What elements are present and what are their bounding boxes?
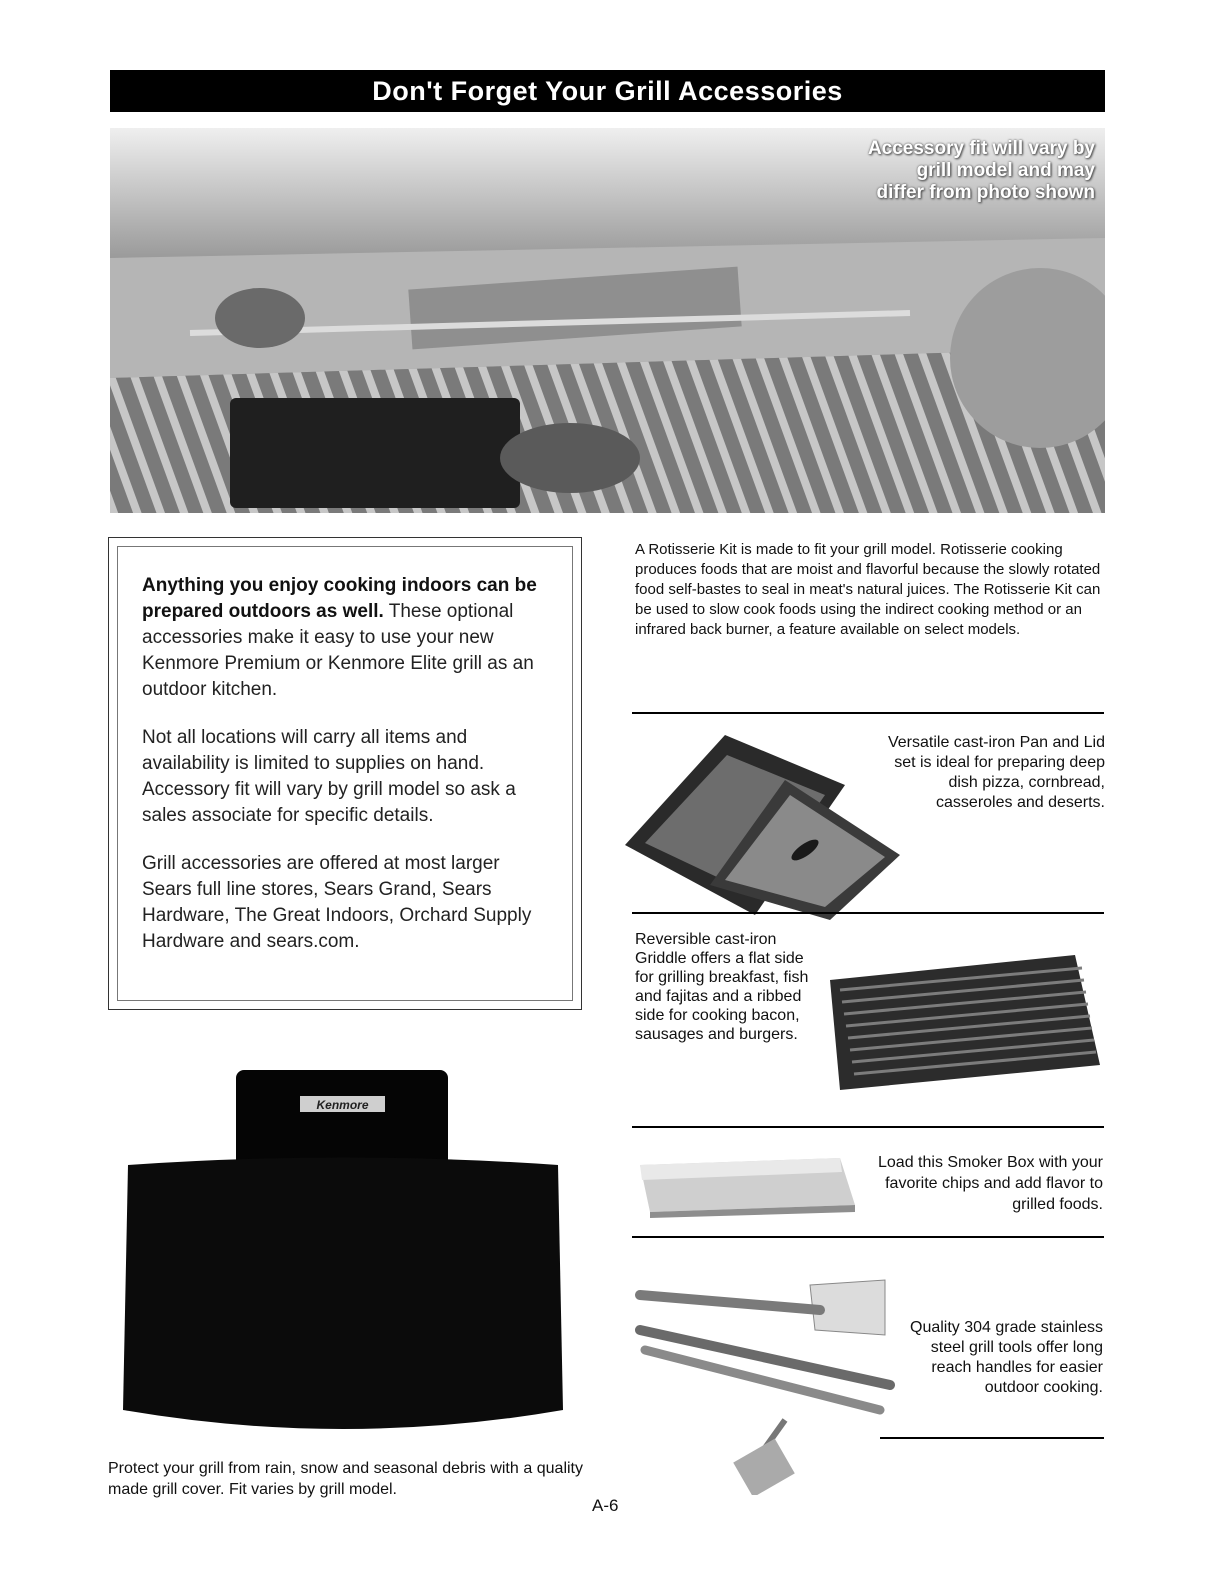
smoker-box-description: Load this Smoker Box with your favorite chips and add flavor to grilled foods.	[878, 1154, 1103, 1213]
availability-paragraph: Not all locations will carry all items and availability is limited to supplies on hand. Accessory fit will vary by grill model so ask a sales associate for specific details.	[142, 727, 516, 826]
intro-lead-rest: These optional accessories make it easy to use your new Kenmore Premium or Kenmore Elite grill as an outdoor kitchen.	[142, 601, 534, 700]
page-banner	[110, 70, 1105, 112]
intro-lead	[142, 573, 548, 703]
divider-rule	[880, 1437, 1104, 1439]
cast-iron-pan-lid-image	[615, 725, 915, 925]
griddle-description: Reversible cast-iron Griddle offers a flat side for grilling breakfast, fish and fajitas and a ribbed side for cooking bacon, sausages and burgers.	[635, 931, 809, 1043]
hero-caption: Accessory fit will vary by grill model and may differ from photo shown	[867, 138, 1095, 203]
smoker-box-image	[630, 1150, 865, 1220]
grill-tools-image	[620, 1270, 900, 1495]
divider-rule	[632, 912, 1104, 914]
page-number: A-6	[592, 1496, 619, 1515]
cover-brand-label: Kenmore	[316, 1098, 369, 1112]
cast-iron-griddle-image	[820, 950, 1105, 1100]
grill-cover-image	[118, 1070, 568, 1448]
hero-rotisserie-photo	[110, 128, 1105, 513]
intro-lead-bold: Anything you enjoy cooking indoors can be prepared outdoors as well.	[142, 575, 537, 622]
intro-box-inner	[117, 546, 573, 1001]
divider-rule	[632, 712, 1104, 714]
grill-cover-caption: Protect your grill from rain, snow and seasonal debris with a quality made grill cover. Fit varies by grill model.	[108, 1460, 583, 1498]
divider-rule	[632, 1236, 1104, 1238]
divider-rule	[632, 1126, 1104, 1128]
rotisserie-description: A Rotisserie Kit is made to fit your grill model. Rotisserie cooking produces foods that are moist and flavorful because the slowly rotated food self-bastes to seal in meat's natural juices. The Rotisserie Kit can be used to slow cook foods using the indirect cooking method or an infrared back burner, a feature available on select models.	[635, 541, 1101, 638]
pan-lid-description: Versatile cast-iron Pan and Lid set is ideal for preparing deep dish pizza, cornbread, casseroles and deserts.	[887, 734, 1105, 811]
intro-box	[108, 537, 582, 1010]
grill-tools-description: Quality 304 grade stainless steel grill tools offer long reach handles for easier outdoor cooking.	[910, 1319, 1103, 1396]
banner-title: Don't Forget Your Grill Accessories	[372, 76, 843, 106]
stores-paragraph: Grill accessories are offered at most larger Sears full line stores, Sears Grand, Sears Hardware, The Great Indoors, Orchard Supply Hardware and sears.com.	[142, 853, 532, 952]
